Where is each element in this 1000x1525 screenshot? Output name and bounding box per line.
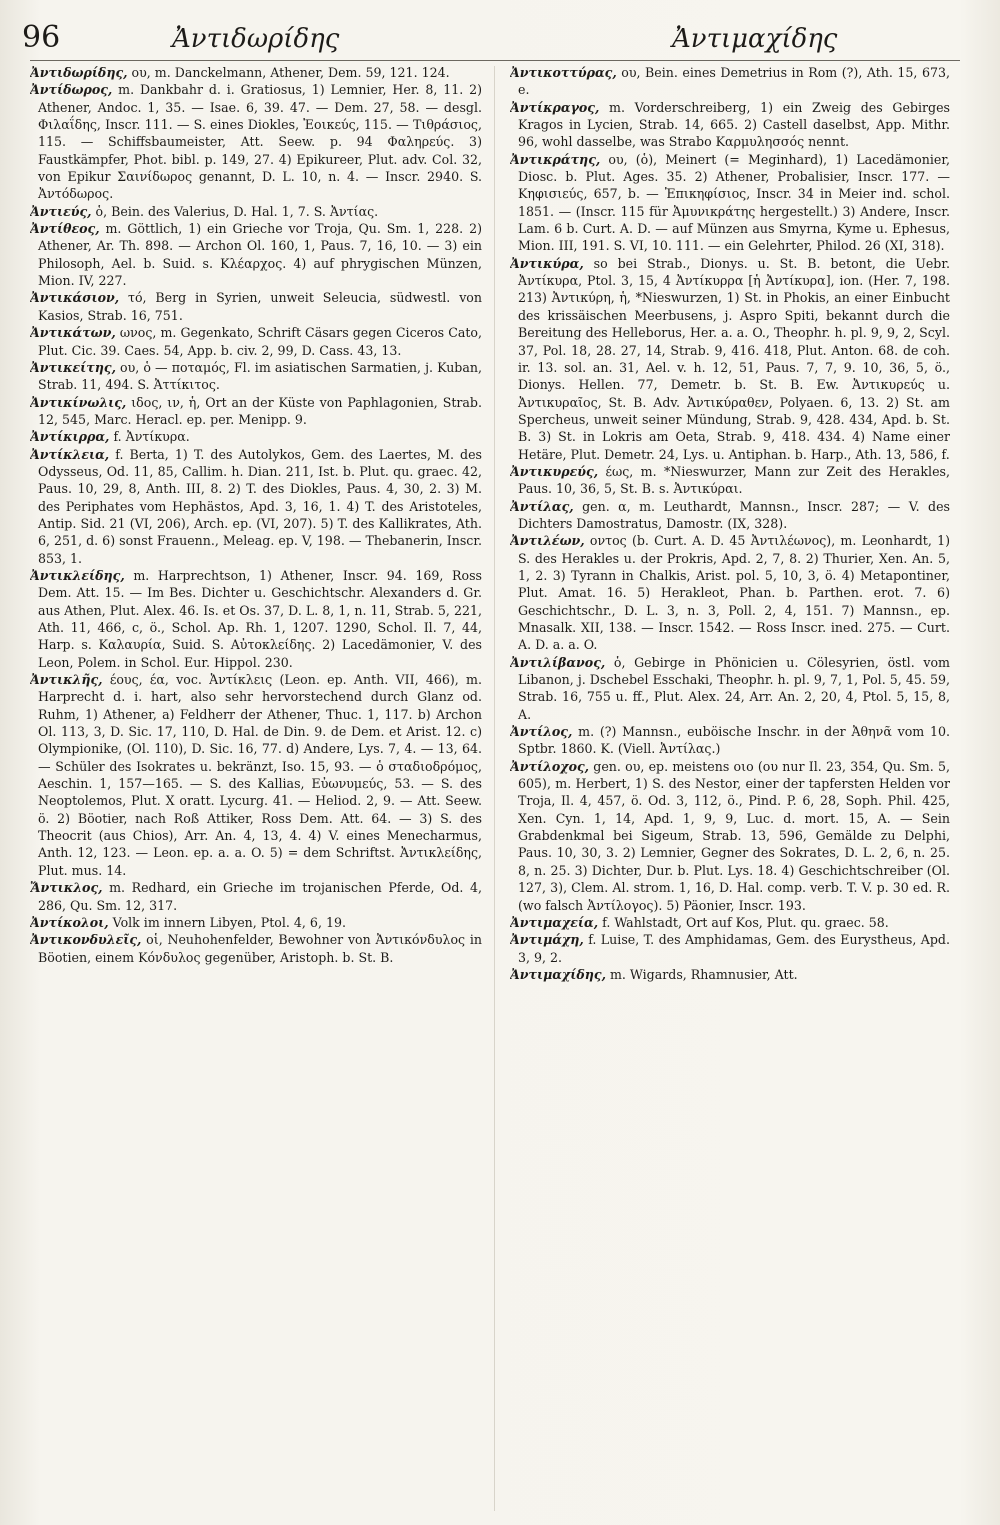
dictionary-entry xyxy=(510,758,950,914)
entry-headword: Ἀντικυρεύς, xyxy=(510,463,599,479)
entry-text: ου, m. Danckelmann, Athener, Dem. 59, 121. 124. xyxy=(127,65,450,80)
entry-headword: Ἄντικλος, xyxy=(30,880,103,896)
entry-text: m. Vorderschreiberg, 1) ein Zweig des Gebirges Kragos in Lycien, Strab. 14, 665. 2) Castell daselbst, App. Mithr. 96, wohl dasselbe, was Strabo Καρμυλησσός nennt. xyxy=(518,99,950,150)
dictionary-entry xyxy=(30,914,482,931)
dictionary-entry xyxy=(510,463,950,498)
page-header xyxy=(22,18,960,58)
entry-headword: Ἀντιλίβανος, xyxy=(510,654,606,670)
entry-headword: Ἀντικάσιον, xyxy=(30,290,120,306)
dictionary-entry xyxy=(30,931,482,966)
entry-text: gen. α, m. Leuthardt, Mannsn., Inscr. 287; — V. des Dichters Damostratus, Damostr. (IX, 328). xyxy=(518,498,950,531)
entry-text: Volk im innern Libyen, Ptol. 4, 6, 19. xyxy=(108,914,346,930)
entry-text: f. Luise, T. des Amphidamas, Gem. des Eurystheus, Apd. 3, 9, 2. xyxy=(518,932,950,965)
entry-text: έως, m. *Nieswurzer, Mann zur Zeit des Herakles, Paus. 10, 36, 5, St. B. s. Ἀντικύραι. xyxy=(518,463,950,497)
dictionary-entry xyxy=(30,203,482,220)
dictionary-entry xyxy=(510,532,950,653)
entry-headword: Ἀντίκολοι, xyxy=(30,914,109,930)
entry-headword: Ἀντικείτης, xyxy=(30,359,116,375)
dictionary-entry xyxy=(510,99,950,151)
dictionary-entry xyxy=(30,567,482,671)
dictionary-entry xyxy=(510,255,950,463)
entry-headword: Ἀντιμαχεία, xyxy=(510,914,599,930)
entry-text: gen. ου, ep. meistens οιο (ου nur Il. 23, 354, Qu. Sm. 5, 605), m. Herbert, 1) S. des Nestor, einer der tapfersten Helden vor Troja, Il. 4, 457, ö. Od. 3, 112, ö., Pind. P. 6, 28, Soph. Phil. 425, Xen. Cyn. 1, 14, Apd. 1, 9, 9, Luc. d. mort. 15, A. — Sein Grabdenkmal bei Sigeum, Strab. 13, 596, Gemälde zu Delphi, Paus. 10, 30, 3. 2) Lemnier, Gegner des Sokrates, D. L. 2, 6, n. 25. 8, n. 25. 3) Dichter, Dur. b. Plut. Lys. 18. 4) Geschichtschreiber (Ol. 127, 3), Clem. Al. strom. 1, 16, D. Hal. comp. verb. T. V. p. 30 ed. R. (wo falsch Ἀντίλογος). 5) Päonier, Inscr. 193. xyxy=(518,758,950,913)
dictionary-entry xyxy=(30,394,482,429)
entry-headword: Ἀντικύρα, xyxy=(510,255,584,271)
entry-text: m. Göttlich, 1) ein Grieche vor Troja, Qu. Sm. 1, 228. 2) Athener, Ar. Th. 898. — Archon Ol. 160, 1, Paus. 7, 16, 10. — 3) ein Philosoph, Ael. b. Suid. s. Κλέαρχος. 4) auf phrygischen Münzen, Mion. IV, 227. xyxy=(38,221,482,289)
entry-headword: Ἀντίλοχος, xyxy=(510,758,590,774)
entry-text: έους, έα, voc. Ἀντίκλεις (Leon. ep. Anth. VII, 466), m. Harprecht d. i. hart, also sehr hervorstechend durch Glanz od. Ruhm, 1) Athener, a) Feldherr der Athener, Thuc. 1, 117. b) Archon Ol. 113, 3, D. Sic. 17, 110, D. Hal. de Din. 9. de Dem. et Arist. 12. c) Olympionike, (Ol. 110), D. Sic. 16, 77. d) Andere, Lys. 7, 4. — 13, 64. — Schüler des Isokrates u. bekränzt, Iso. 15, 93. — ὁ σταδιοδρόμος, Aeschin. 1, 157—165. — S. des Kallias, Εὐωνυμεύς, 53. — S. des Neoptolemos, Plut. X oratt. Lycurg. 41. — Heliod. 2, 9. — Att. Seew. ö. 2) Böotier, nach Roß Attiker, Ross Dem. Att. 64. — 3) S. des Theocrit (aus Chios), Arr. An. 4, 13, 4. 4) V. eines Menecharmus, Anth. 12, 123. — Leon. ep. a. a. O. 5) = dem Schriftst. Ἀντικλείδης, Plut. mus. 14. xyxy=(38,672,482,878)
entry-text: ωνος, m. Gegenkato, Schrift Cäsars gegen Ciceros Cato, Plut. Cic. 39. Caes. 54, App. b. civ. 2, 99, D. Cass. 43, 13. xyxy=(38,325,482,358)
entry-headword: Ἀντιλέων, xyxy=(510,533,585,549)
entry-text: ὁ, Bein. des Valerius, D. Hal. 1, 7. S. Ἀντίας. xyxy=(91,203,379,219)
entry-headword: Ἀντίδωρος, xyxy=(30,82,113,98)
entry-headword: Ἀντίκραγος, xyxy=(510,99,600,115)
entry-text: m. Wigards, Rhamnusier, Att. xyxy=(605,966,798,982)
entry-text: ὁ, Gebirge in Phönicien u. Cölesyrien, östl. vom Libanon, j. Dschebel Esschaki, Theophr. h. pl. 9, 7, 1, Pol. 5, 45. 59, Strab. 16, 755 u. ff., Plut. Alex. 24, Arr. An. 2, 20, 4, Ptol. 5, 15, 8, A. xyxy=(518,654,950,722)
page-number: 96 xyxy=(22,20,61,55)
header-rule xyxy=(30,60,960,61)
entry-headword: Ἀντιμαχίδης, xyxy=(510,966,606,982)
dictionary-entry xyxy=(510,914,950,931)
entry-headword: Ἀντικλείδης, xyxy=(30,567,125,583)
dictionary-entry xyxy=(510,151,950,255)
entry-text: f. Wahlstadt, Ort auf Kos, Plut. qu. graec. 58. xyxy=(598,914,889,930)
entry-headword: Ἀντικίνωλις, xyxy=(30,394,127,410)
entry-headword: Ἀντίκιρρα, xyxy=(30,429,110,445)
entry-headword: Ἀντικλῆς, xyxy=(30,672,103,688)
entry-headword: Ἀντιεύς, xyxy=(30,203,92,219)
right-running-head: Ἀντιμαχίδης xyxy=(672,24,838,54)
entry-headword: Ἀντιμάχη, xyxy=(510,932,584,948)
entry-text: οἱ, Neuhohenfelder, Bewohner von Ἀντικόνδυλος in Böotien, einem Κόνδυλος gegenüber, Aristoph. b. St. B. xyxy=(38,932,482,965)
dictionary-entry xyxy=(30,289,482,324)
dictionary-entry xyxy=(510,654,950,723)
entry-text: ιδος, ιν, ἡ, Ort an der Küste von Paphlagonien, Strab. 12, 545, Marc. Heracl. ep. per. Menipp. 9. xyxy=(38,394,482,427)
dictionary-entry xyxy=(510,64,950,99)
entry-headword: Ἀντίλος, xyxy=(510,724,573,740)
left-column xyxy=(30,64,482,1511)
dictionary-entry xyxy=(30,81,482,202)
entry-text: m. (?) Mannsn., euböische Inschr. in der Ἀθηνᾶ vom 10. Sptbr. 1860. K. (Viell. Ἀντίλας.) xyxy=(518,724,950,757)
entry-headword: Ἀντίθεος, xyxy=(30,221,100,237)
entry-text: τό, Berg in Syrien, unweit Seleucia, südwestl. von Kasios, Strab. 16, 751. xyxy=(38,290,482,323)
entry-headword: Ἀντιδωρίδης, xyxy=(30,65,128,80)
entry-text: ου, (ὁ), Meinert (= Meginhard), 1) Lacedämonier, Diosc. b. Plut. Ages. 35. 2) Athener, Probalisier, Inscr. 177. — Κηφισιεύς, 657, b. — Ἐπικηφίσιος, Inscr. 34 in Meier ind. schol. 1851. — (Inscr. 115 für Ἀμυνικράτης hergestellt.) 3) Andere, Inscr. Lam. 6 b. Curt. A. D. — auf Münzen aus Smyrna, Kyme u. Ephesus, Mion. III, 191. S. VI, 10. 111. — ein Gelehrter, Philod. 26 (XI, 318). xyxy=(518,151,950,254)
entry-headword: Ἀντικράτης, xyxy=(510,151,601,167)
entry-text: f. Berta, 1) T. des Autolykos, Gem. des Laertes, M. des Odysseus, Od. 11, 85, Callim. h. Dian. 211, Ist. b. Plut. qu. graec. 42, Paus. 10, 29, 8, Anth. III, 8. 2) T. des Diokles, Paus. 4, 30, 2. 3) M. des Periphates vom Hephästos, Apd. 3, 16, 1. 4) T. des Aristoteles, Antip. Sid. 21 (VI, 206), Arch. ep. (VI, 207). 5) T. des Kallikrates, Ath. 6, 251, d. 6) sonst Frauenn., Meleag. ep. V, 198. — Thebanerin, Inscr. 853, 1. xyxy=(38,446,482,566)
dictionary-entry xyxy=(30,879,482,914)
dictionary-entry xyxy=(30,324,482,359)
entry-text: οντος (b. Curt. A. D. 45 Ἀντιλέωνος), m. Leonhardt, 1) S. des Herakles u. der Prokris, Apd. 2, 7, 8. 2) Thurier, Xen. An. 5, 1, 2. 3) Tyrann in Chalkis, Arist. pol. 5, 10, 3, ö. 4) Metapontiner, Plut. Amat. 16. 5) Herakleot, Phan. b. Parthen. erot. 7. 6) Geschichtschr., D. L. 3, n. 3, Poll. 2, 4, 151. 7) Mannsn., ep. Mnasalk. XII, 138. — Inscr. 1542. — Ross Inscr. ined. 275. — Curt. A. D. a. a. O. xyxy=(518,533,950,653)
dictionary-entry xyxy=(30,220,482,289)
entry-text: m. Dankbahr d. i. Gratiosus, 1) Lemnier, Her. 8, 11. 2) Athener, Andoc. 1, 35. — Isae. 6, 39. 47. — Dem. 27, 58. — desgl. Φιλαΐδης, Inscr. 111. — S. eines Diokles, Ἐοικεύς, 115. — Τιθράσιος, 115. — Schiffsbaumeister, Att. Seew. p. 94 Φαληρεύς. 3) Faustkämpfer, Phot. bibl. p. 149, 27. 4) Epikureer, Plut. adv. Col. 32, von Epikur Σαινίδωρος genannt, D. L. 10, n. 4. — Inscr. 2940. S. Ἀντόδωρος. xyxy=(38,82,482,202)
dictionary-entry xyxy=(30,428,482,445)
dictionary-entry xyxy=(30,446,482,567)
entry-headword: Ἀντικάτων, xyxy=(30,325,116,341)
dictionary-entry xyxy=(510,723,950,758)
dictionary-entry xyxy=(30,359,482,394)
entry-headword: Ἀντικοττύρας, xyxy=(510,65,617,80)
entry-text: f. Ἀντίκυρα. xyxy=(109,429,190,445)
entry-headword: Ἀντικονδυλεῖς, xyxy=(30,932,142,948)
entry-text: ου, Bein. eines Demetrius in Rom (?), Ath. 15, 673, e. xyxy=(518,65,950,98)
entry-headword: Ἀντίκλεια, xyxy=(30,446,110,462)
column-separator xyxy=(494,66,495,1511)
left-running-head: Ἀντιδωρίδης xyxy=(172,24,340,54)
dictionary-entry xyxy=(510,931,950,966)
dictionary-entry xyxy=(510,498,950,533)
dictionary-entry xyxy=(30,64,482,81)
dictionary-entry xyxy=(510,966,950,983)
dictionary-entry xyxy=(30,671,482,879)
entry-text: so bei Strab., Dionys. u. St. B. betont, die Uebr. Ἀντίκυρα, Ptol. 3, 15, 4 Ἀντίκυρρα [ἡ Ἀντίκυρα], ion. (Her. 7, 198. 213) Ἀντικύρη, ἡ, *Nieswurzen, 1) St. in Phokis, an einer Einbucht des krissäischen Meerbusens, j. Aspro Spiti, bekannt durch die Bereitung des Helleborus, Her. a. a. O., Theophr. h. pl. 9, 9, 2, Scyl. 37, Pol. 18, 28. 27, 14, Strab. 9, 416. 418, Plut. Anton. 68. de coh. ir. 13. sol. an. 31, Ael. v. h. 12, 51, Paus. 7, 7, 9. 10, 36, 5, ö., Dionys. Hellen. 77, Demetr. b. St. B. Ew. Ἀντικυρεύς u. Ἀντικυραῖος, St. B. Adv. Ἀντικύραθεν, Polyaen. 6, 13. 2) St. am Spercheus, unweit seiner Mündung, Strab. 9, 428. 434, Apd. b. St. B. 3) St. in Lokris am Oeta, Strab. 9, 418. 434. 4) Name einer Hetäre, Plut. Demetr. 24, Lys. u. Antiphan. b. Harp., Ath. 13, 586, f. xyxy=(518,255,950,462)
entry-headword: Ἀντίλας, xyxy=(510,498,574,514)
right-column xyxy=(510,64,950,1511)
entry-text: m. Redhard, ein Grieche im trojanischen Pferde, Od. 4, 286, Qu. Sm. 12, 317. xyxy=(38,880,482,913)
entry-text: ου, ὁ — ποταμός, Fl. im asiatischen Sarmatien, j. Kuban, Strab. 11, 494. S. Ἀττίκιτος. xyxy=(38,359,482,393)
entry-text: m. Harprechtson, 1) Athener, Inscr. 94. 169, Ross Dem. Att. 15. — Im Bes. Dichter u. Geschichtschr. Alexanders d. Gr. aus Athen, Plut. Alex. 46. Is. et Os. 37, D. L. 8, 1, n. 11, Strab. 5, 221, Ath. 11, 466, c, ö., Schol. Ap. Rh. 1, 1207. 1290, Schol. Il. 7, 44, Harp. s. Καλαυρία, Suid. S. Αὐτοκλείδης. 2) Lacedämonier, V. des Leon, Polem. in Schol. Eur. Hippol. 230. xyxy=(38,567,482,670)
